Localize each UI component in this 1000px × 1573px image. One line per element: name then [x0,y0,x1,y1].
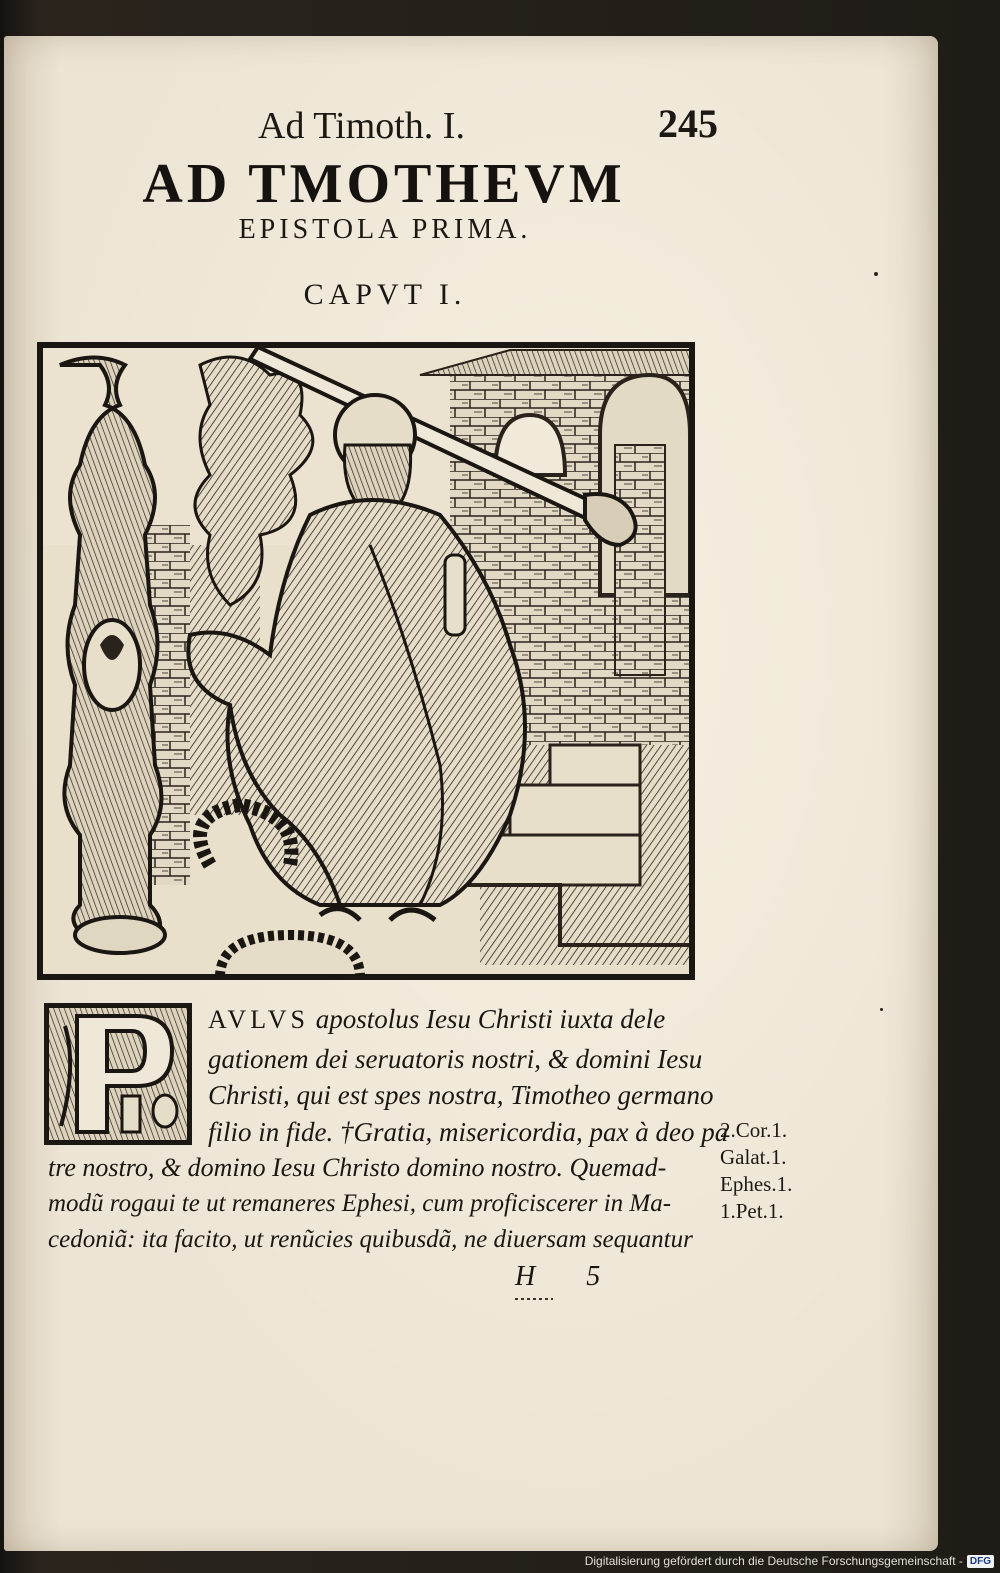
woodcut-paul-with-sword-icon [40,345,692,977]
body-line-text: modũ rogaui te ut remaneres Ephesi, cum proficiscerer in Ma- [48,1190,672,1217]
catch-mark [515,1298,553,1300]
page-number: 245 [658,101,718,146]
running-head [258,100,728,150]
epistle-subtitle: EPISTOLA PRIMA. [238,214,532,245]
page-blemish [874,272,878,276]
digitization-credit [585,1551,994,1571]
body-line-1 [208,998,665,1041]
signature-mark: H 5 [515,1261,623,1292]
body-line-text: tre nostro, & domino Iesu Christo domino nostro. Quemad- [48,1153,667,1182]
body-line-3 [208,1074,714,1116]
marginal-reference: Galat.1. [720,1145,787,1169]
body-line-text: apostolus Iesu Christi iuxta dele [308,1004,666,1034]
decorated-initial [44,1003,192,1145]
running-head-title: Ad Timoth. I. [258,105,465,147]
body-line-text: Christi, qui est spes nostra, Timotheo germano [208,1080,714,1110]
initial-letter-p-icon [47,1006,189,1142]
marginal-reference: 2.Cor.1. [720,1118,788,1142]
marginal-reference: Ephes.1. [720,1172,793,1196]
body-line-text: gationem dei seruatoris nostri, & domini Iesu [208,1044,703,1074]
marginal-references [720,1117,830,1225]
chapter-heading: CAPVT I. [303,278,467,311]
body-line-7 [48,1219,693,1261]
opening-word: AVLVS [208,1005,309,1034]
dfg-logo: DFG [967,1555,994,1568]
body-line-text: cedoniã: ita facito, ut renũcies quibusdã, ne diuersam sequantur [48,1226,693,1253]
marginal-reference: 1.Pet.1. [720,1199,784,1223]
body-line-text: filio in fide. †Gratia, misericordia, pax à deo pa [208,1117,729,1147]
epistle-title: AD TMOTHEVM [142,153,626,215]
page-blemish [880,1008,883,1011]
woodcut-illustration [37,342,695,980]
credit-text: Digitalisierung gefördert durch die Deutsche Forschungsgemeinschaft - [584,1554,963,1568]
